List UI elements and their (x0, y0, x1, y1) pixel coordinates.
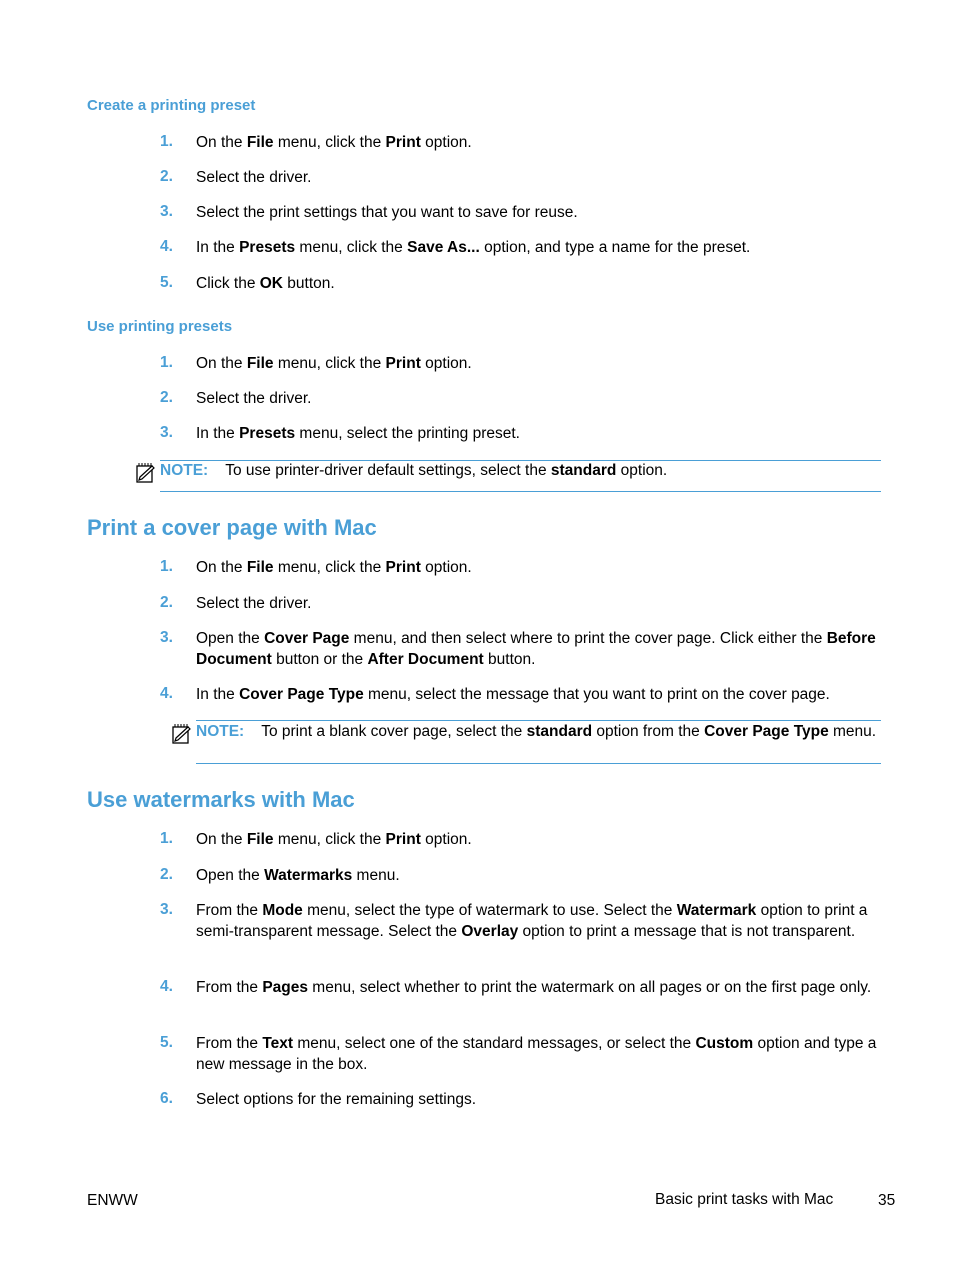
step-number: 5. (160, 274, 173, 291)
step-number: 4. (160, 978, 173, 995)
footer-left: ENWW (87, 1192, 138, 1209)
note-pad-icon (135, 462, 157, 484)
step-number: 4. (160, 685, 173, 702)
step-number: 1. (160, 558, 173, 575)
step-text: Open the Watermarks menu. (196, 867, 400, 884)
note-use-presets (160, 460, 881, 481)
section-heading-create-preset: Create a printing preset (87, 97, 256, 114)
note-label: NOTE: (196, 723, 245, 740)
step-number: 2. (160, 389, 173, 406)
step-text: From the Text menu, select one of the standard messages, or select the Custom option and type a new message in the box. (196, 1035, 877, 1073)
section-heading-watermarks: Use watermarks with Mac (87, 787, 355, 812)
note-text: To print a blank cover page, select the standard option from the Cover Page Type menu. (261, 723, 877, 740)
step-text: Select the driver. (196, 390, 312, 407)
note-rule-bottom (196, 763, 881, 764)
step-number: 1. (160, 354, 173, 371)
note-cover-page (196, 721, 881, 742)
step-number: 2. (160, 866, 173, 883)
step-text: From the Mode menu, select the type of watermark to use. Select the Watermark option to print a semi-transparent message. Select the Overlay option to print a message that is not transparent. (196, 902, 868, 940)
step-number: 1. (160, 133, 173, 150)
footer-section: Basic print tasks with Mac (655, 1191, 834, 1208)
section-heading-use-presets: Use printing presets (87, 318, 233, 335)
section-heading-cover-page: Print a cover page with Mac (87, 515, 377, 540)
step-number: 3. (160, 424, 173, 441)
step-text: On the File menu, click the Print option. (196, 134, 472, 151)
step-number: 6. (160, 1090, 173, 1107)
footer-page-number: 35 (878, 1192, 896, 1209)
step-text: Select the driver. (196, 169, 312, 186)
note-pad-icon (171, 723, 193, 745)
step-number: 3. (160, 203, 173, 220)
step-text: On the File menu, click the Print option. (196, 831, 472, 848)
step-number: 3. (160, 901, 173, 918)
note-text: To use printer-driver default settings, select the standard option. (225, 462, 668, 479)
step-text: Open the Cover Page menu, and then select where to print the cover page. Click either the Before Document button or the After Document button. (196, 630, 876, 668)
step-text: Click the OK button. (196, 275, 335, 292)
step-text: On the File menu, click the Print option. (196, 355, 472, 372)
step-text: Select the driver. (196, 595, 312, 612)
step-text: From the Pages menu, select whether to print the watermark on all pages or on the first page only. (196, 979, 872, 996)
step-text: In the Cover Page Type menu, select the message that you want to print on the cover page. (196, 686, 830, 703)
step-number: 1. (160, 830, 173, 847)
step-number: 5. (160, 1034, 173, 1051)
step-text: Select options for the remaining settings. (196, 1091, 477, 1108)
step-number: 2. (160, 168, 173, 185)
step-number: 4. (160, 238, 173, 255)
step-text: On the File menu, click the Print option. (196, 559, 472, 576)
note-label: NOTE: (160, 462, 209, 479)
step-text: In the Presets menu, click the Save As... option, and type a name for the preset. (196, 239, 751, 256)
note-rule-bottom (160, 491, 881, 492)
step-number: 2. (160, 594, 173, 611)
step-text: In the Presets menu, select the printing preset. (196, 425, 520, 442)
step-number: 3. (160, 629, 173, 646)
step-text: Select the print settings that you want to save for reuse. (196, 204, 578, 221)
